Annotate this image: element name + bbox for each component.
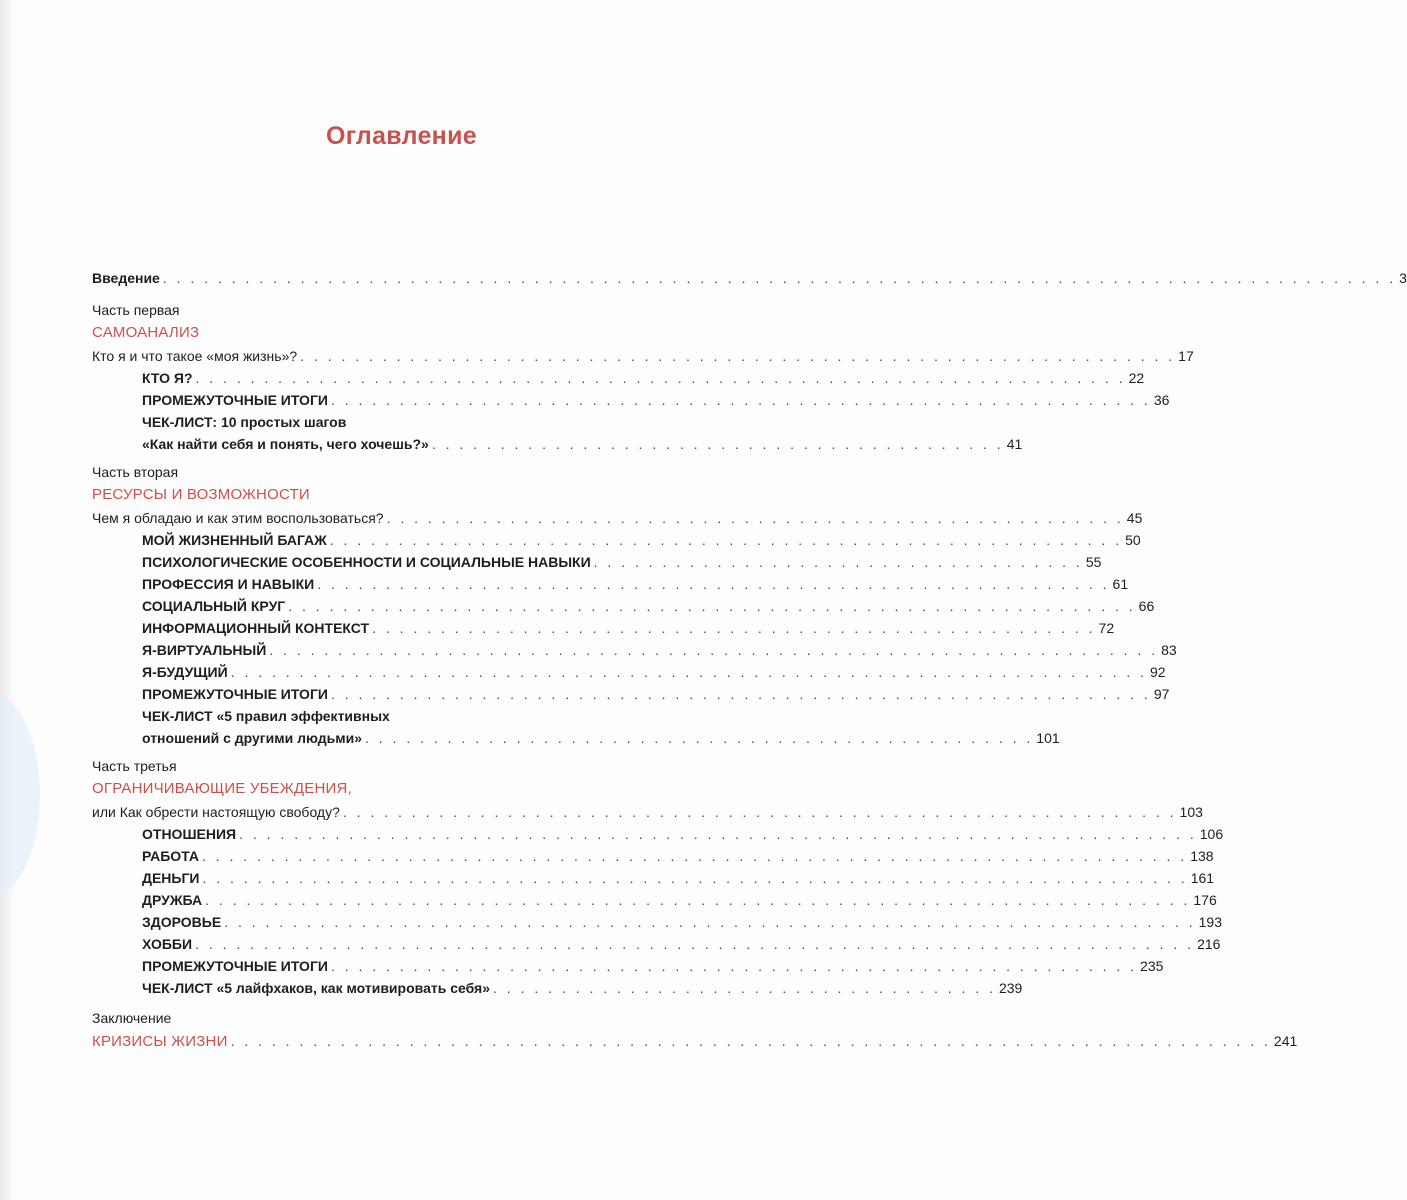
leader-dots: . . . . . . . . . . . . . . . . . . . . . . . . . . . . . . . . . . . . . . . . . . . . . . . . . . . . . . . . . . . . [330, 686, 1151, 702]
toc-entry-label: ОТНОШЕНИЯ [142, 826, 237, 842]
toc-entry-page: 161 [1190, 870, 1215, 886]
toc-entry-label: ПРОМЕЖУТОЧНЫЕ ИТОГИ [142, 392, 328, 408]
toc-entry-label: ПРОМЕЖУТОЧНЫЕ ИТОГИ [142, 686, 328, 702]
leader-dots: . . . . . . . . . . . . . . . . . . . . . . . . . . . . . . . . . . . . . . . . . . . . . . . . . . . . . . . . . . . . . [342, 804, 1177, 820]
leader-dots: . . . . . . . . . . . . . . . . . . . . . . . . . . . . . . . . . . . . . . . . . . . . . . . . . . . . . . . . . . . . . . . . . . . . . . . . . . . . . . . . . . . . . . . . . . [162, 270, 1397, 286]
toc-entry-label: Введение [92, 270, 160, 286]
toc-entry-page: 97 [1153, 686, 1170, 702]
toc-entry[interactable] [142, 532, 1141, 554]
leader-dots: . . . . . . . . . . . . . . . . . . . . . . . . . . . . . . . . . . . . . . . . . . . . . . . . . . . . . . . . . . . . [330, 392, 1151, 408]
toc-entry-page: 66 [1138, 598, 1155, 614]
toc-entry[interactable] [142, 392, 1170, 414]
part-label: Часть вторая [92, 464, 179, 480]
checklist-title[interactable]: ЧЕК-ЛИСТ: 10 простых шагов [142, 414, 347, 430]
toc-entry-part3-lead[interactable] [92, 804, 1203, 826]
leader-dots: . . . . . . . . . . . . . . . . . . . . . . . . . . . . . . . . . . . . . . . . . . . . . . . . . . . . . . . . . . . . . . . . . . . . . . . . [202, 870, 1188, 886]
toc-entry[interactable] [142, 958, 1164, 980]
toc-entry[interactable] [142, 686, 1170, 708]
leader-dots: . . . . . . . . . . . . . . . . . . . . . . . . . . . . . . . . . . . . . . . . . . . . . . . . . [365, 730, 1034, 746]
toc-entry-checklist[interactable] [142, 730, 1060, 752]
toc-entry-page: 3 [1399, 270, 1407, 286]
toc-entry-page: 41 [1006, 436, 1023, 452]
toc-entry-label: КРИЗИСЫ ЖИЗНИ [92, 1033, 228, 1050]
part-heading: ОГРАНИЧИВАЮЩИЕ УБЕЖДЕНИЯ, [92, 780, 352, 797]
toc-entry[interactable] [142, 892, 1217, 914]
toc-entry-label: КТО Я? [142, 370, 193, 386]
toc-entry-page: 235 [1140, 958, 1164, 974]
toc-entry-page: 241 [1273, 1033, 1298, 1049]
toc-entry-page: 17 [1178, 348, 1194, 364]
leader-dots: . . . . . . . . . . . . . . . . . . . . . . . . . . . . . . . . . . . . . . . . . . . . . . . . . . . . . . . . . . [317, 576, 1110, 592]
toc-entry-label: ПРОМЕЖУТОЧНЫЕ ИТОГИ [142, 958, 328, 974]
toc-entry[interactable] [142, 914, 1222, 936]
toc-entry-label: отношений с другими людьми» [142, 730, 362, 746]
part-heading: РЕСУРСЫ И ВОЗМОЖНОСТИ [92, 486, 310, 503]
toc-entry-label: ДРУЖБА [142, 892, 203, 908]
toc-entry-page: 61 [1112, 576, 1129, 592]
toc-entry-label: Я-ВИРТУАЛЬНЫЙ [142, 642, 267, 658]
leader-dots: . . . . . . . . . . . . . . . . . . . . . . . . . . . . . . . . . . . . . [493, 980, 996, 996]
leader-dots: . . . . . . . . . . . . . . . . . . . . . . . . . . . . . . . . . . . . . . . . . . . . . . . . . . . . . . [386, 510, 1124, 526]
toc-entry-checklist[interactable] [142, 436, 1023, 458]
toc-entry-page: 50 [1125, 532, 1141, 548]
part-heading: САМОАНАЛИЗ [92, 324, 200, 341]
toc-entry-page: 72 [1098, 620, 1115, 636]
checklist-title[interactable]: ЧЕК-ЛИСТ «5 правил эффективных [142, 708, 390, 724]
toc-entry-conclusion[interactable] [92, 1033, 1298, 1055]
page-title: Оглавление [326, 122, 477, 150]
toc-entry-label: ПСИХОЛОГИЧЕСКИЕ ОСОБЕННОСТИ И СОЦИАЛЬНЫЕ НАВЫКИ [142, 554, 591, 570]
toc-entry-label: Чем я обладаю и как этим воспользоваться? [92, 510, 384, 526]
toc-entry-label: Я-БУДУЩИЙ [142, 664, 228, 680]
leader-dots: . . . . . . . . . . . . . . . . . . . . . . . . . . . . . . . . . . . . [593, 554, 1083, 570]
leader-dots: . . . . . . . . . . . . . . . . . . . . . . . . . . . . . . . . . . . . . . . . . . . . . . . . . . . . . . . . . . . . . . . . . . . [230, 664, 1148, 680]
leader-dots: . . . . . . . . . . . . . . . . . . . . . . . . . . . . . . . . . . . . . . . . . . . . . . . . . . . . . . . . . . . . . . . . . . . . . . [239, 826, 1197, 842]
toc-entry-label: Кто я и что такое «моя жизнь»? [92, 348, 298, 364]
toc-entry-page: 138 [1190, 848, 1214, 864]
leader-dots: . . . . . . . . . . . . . . . . . . . . . . . . . . . . . . . . . . . . . . . . . . [431, 436, 1004, 452]
leader-dots: . . . . . . . . . . . . . . . . . . . . . . . . . . . . . . . . . . . . . . . . . . . . . . . . . . . . . . . . . . . . . . . . . . . . . . . . [201, 848, 1188, 864]
toc-entry[interactable] [142, 620, 1115, 642]
toc-entry-page: 176 [1193, 892, 1217, 908]
part-label: Часть третья [92, 758, 177, 774]
toc-entry[interactable] [142, 848, 1214, 870]
leader-dots: . . . . . . . . . . . . . . . . . . . . . . . . . . . . . . . . . . . . . . . . . . . . . . . . . . . . . . . . . . . . . . . . . [269, 642, 1159, 658]
toc-entry-label: РАБОТА [142, 848, 199, 864]
leader-dots: . . . . . . . . . . . . . . . . . . . . . . . . . . . . . . . . . . . . . . . . . . . . . . . . . . . . . . . . . . . . . . . . . . . . . . . [224, 914, 1196, 930]
leader-dots: . . . . . . . . . . . . . . . . . . . . . . . . . . . . . . . . . . . . . . . . . . . . . . . . . . . . . [372, 620, 1096, 636]
part-label: Часть первая [92, 302, 180, 318]
toc-entry-label: СОЦИАЛЬНЫЙ КРУГ [142, 598, 286, 614]
toc-entry-label: или Как обрести настоящую свободу? [92, 804, 340, 820]
toc-entry[interactable] [142, 826, 1224, 848]
toc-entry-page: 103 [1179, 804, 1203, 820]
leader-dots: . . . . . . . . . . . . . . . . . . . . . . . . . . . . . . . . . . . . . . . . . . . . . . . . . . . . . . . . . . . [330, 958, 1138, 974]
toc-entry-intro[interactable] [92, 270, 1407, 292]
toc-entry-page: 106 [1199, 826, 1224, 842]
toc-entry-page: 36 [1153, 392, 1170, 408]
toc-entry-label: ПРОФЕССИЯ И НАВЫКИ [142, 576, 315, 592]
toc-entry-label: ДЕНЬГИ [142, 870, 200, 886]
toc-entry[interactable] [142, 664, 1166, 686]
page-edge-shadow [0, 0, 14, 1200]
toc-entry-label: ИНФОРМАЦИОННЫЙ КОНТЕКСТ [142, 620, 370, 636]
toc-entry-label: «Как найти себя и понять, чего хочешь?» [142, 436, 429, 452]
toc-entry-part2-lead[interactable] [92, 510, 1143, 532]
toc-entry-checklist[interactable] [142, 980, 1023, 1002]
leader-dots: . . . . . . . . . . . . . . . . . . . . . . . . . . . . . . . . . . . . . . . . . . . . . . . . . . . . . . . . . . . . . . . . . . . . [195, 370, 1126, 386]
toc-entry-page: 216 [1197, 936, 1221, 952]
toc-entry-label: ХОББИ [142, 936, 193, 952]
toc-entry[interactable] [142, 576, 1129, 598]
toc-entry-page: 55 [1085, 554, 1102, 570]
toc-entry-part1-lead[interactable] [92, 348, 1194, 370]
leader-dots: . . . . . . . . . . . . . . . . . . . . . . . . . . . . . . . . . . . . . . . . . . . . . . . . . . . . . . . . . . . . . . . . . . . . . . . . [205, 892, 1191, 908]
toc-entry[interactable] [142, 598, 1155, 620]
toc-entry-page: 193 [1198, 914, 1222, 930]
toc-entry[interactable] [142, 370, 1145, 392]
toc-entry-label: ЧЕК-ЛИСТ «5 лайфхаков, как мотивировать себя» [142, 980, 491, 996]
bleed-through-shape [0, 690, 40, 900]
toc-entry-page: 22 [1128, 370, 1145, 386]
toc-entry-label: МОЙ ЖИЗНЕННЫЙ БАГАЖ [142, 532, 327, 548]
toc-entry-page: 83 [1161, 642, 1177, 658]
toc-entry[interactable] [142, 936, 1221, 958]
leader-dots: . . . . . . . . . . . . . . . . . . . . . . . . . . . . . . . . . . . . . . . . . . . . . . . . . . . . . . . . . . . . . . . . . . . . . . . . . . . . [230, 1033, 1271, 1049]
toc-entry[interactable] [142, 870, 1215, 892]
leader-dots: . . . . . . . . . . . . . . . . . . . . . . . . . . . . . . . . . . . . . . . . . . . . . . . . . . . . . . . . . . [329, 532, 1123, 548]
toc-entry[interactable] [142, 554, 1102, 576]
toc-entry-page: 239 [998, 980, 1023, 996]
toc-entry-page: 101 [1036, 730, 1060, 746]
part-label: Заключение [92, 1010, 172, 1026]
toc-entry-page: 92 [1150, 664, 1166, 680]
toc-entry-label: ЗДОРОВЬЕ [142, 914, 222, 930]
leader-dots: . . . . . . . . . . . . . . . . . . . . . . . . . . . . . . . . . . . . . . . . . . . . . . . . . . . . . . . . . . . . . . . . [300, 348, 1176, 364]
leader-dots: . . . . . . . . . . . . . . . . . . . . . . . . . . . . . . . . . . . . . . . . . . . . . . . . . . . . . . . . . . . . . . . . . . . . . . . . . [195, 936, 1195, 952]
leader-dots: . . . . . . . . . . . . . . . . . . . . . . . . . . . . . . . . . . . . . . . . . . . . . . . . . . . . . . . . . . . . . . [288, 598, 1136, 614]
toc-entry[interactable] [142, 642, 1177, 664]
toc-entry-page: 45 [1126, 510, 1143, 526]
